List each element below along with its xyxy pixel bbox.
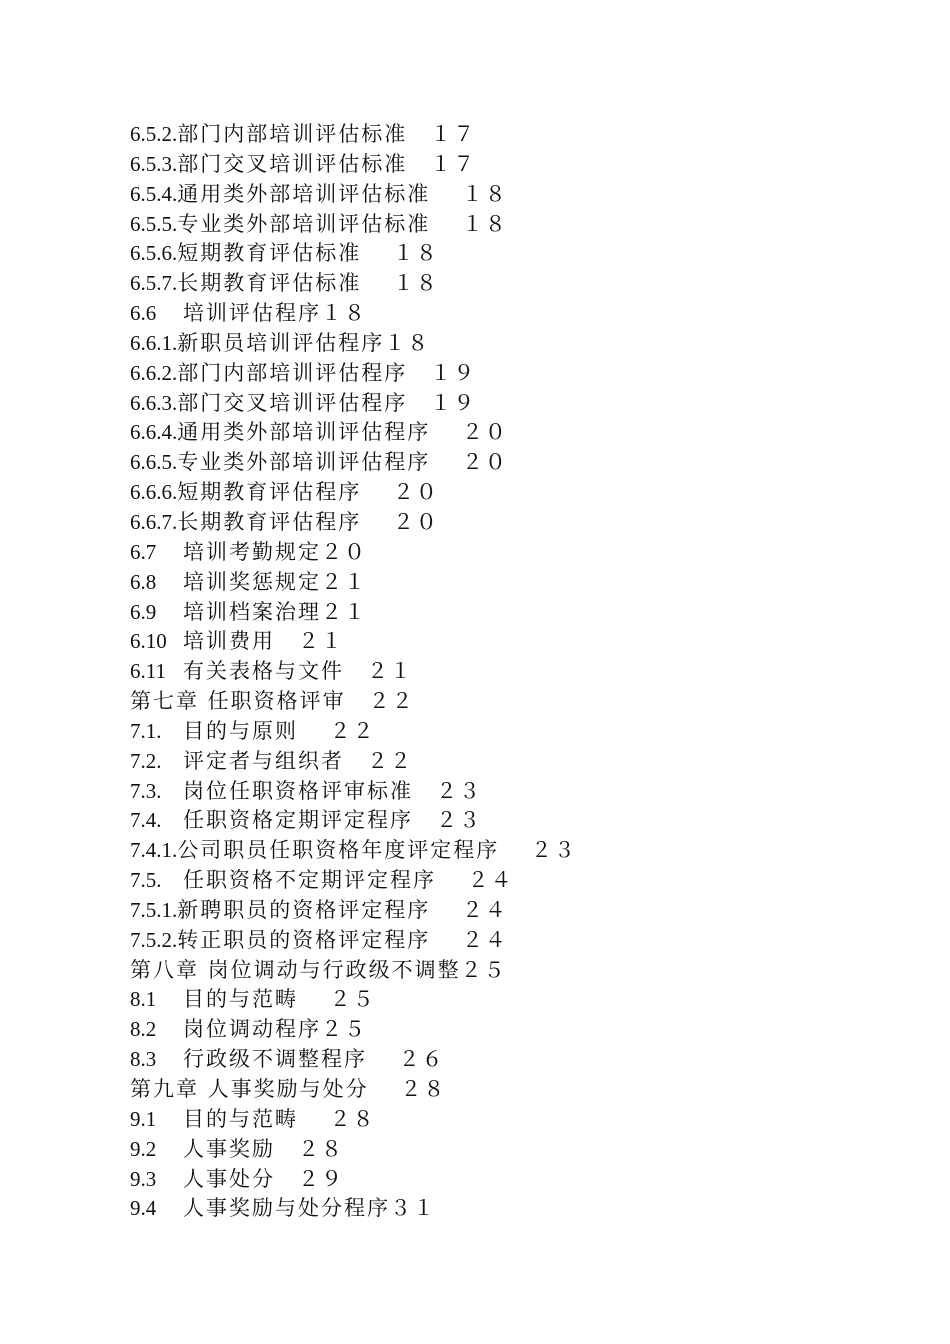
toc-entry-title: 培训评估程序１８: [183, 301, 367, 326]
toc-entry-title: 长期教育评估程序 ２０: [177, 509, 439, 534]
toc-entry-title: 专业类外部培训评估程序 ２０: [177, 450, 508, 475]
toc-entry: [130, 1105, 830, 1135]
toc-entry: [130, 329, 830, 359]
toc-entry-number: 9.1: [130, 1106, 157, 1131]
toc-entry: [130, 747, 830, 777]
toc-entry-title: 培训考勤规定２０: [183, 539, 367, 564]
toc-entry-number: 6.5.6.: [130, 241, 178, 266]
toc-entry: [130, 568, 830, 598]
toc-entry-number: 7.4.1.: [130, 838, 178, 863]
toc-entry-title: 有关表格与文件 ２１: [183, 659, 413, 684]
toc-entry-title: 专业类外部培训评估标准 １８: [177, 211, 508, 236]
toc-entry-number: 8.3: [130, 1047, 157, 1072]
toc-chapter-heading: [130, 687, 830, 717]
toc-entry-number: 7.3.: [130, 778, 162, 803]
toc-entry-number: 6.5.2.: [130, 122, 178, 146]
toc-chapter-heading: [130, 1075, 830, 1105]
toc-chapter-heading: [130, 956, 830, 986]
toc-entry: [130, 836, 830, 866]
toc-entry: [130, 717, 830, 747]
toc-entry-number: 6.6: [130, 301, 157, 326]
toc-entry-title: 新聘职员的资格评定程序 ２４: [177, 897, 508, 922]
toc-entry-number: 6.6.2.: [130, 360, 178, 385]
toc-entry-number: 9.3: [130, 1166, 157, 1191]
toc-entry: [130, 448, 830, 478]
toc-entry: [130, 985, 830, 1015]
toc-entry-title: 人事处分 ２９: [183, 1166, 344, 1191]
toc-entry: [130, 180, 830, 210]
toc-entry-number: 6.5.3.: [130, 151, 178, 176]
toc-entry: [130, 1045, 830, 1075]
toc-entry-title: 人事奖励 ２８: [183, 1136, 344, 1161]
toc-entry-number: 6.6.3.: [130, 390, 178, 415]
toc-entry-title: 岗位调动程序２５: [183, 1017, 367, 1042]
toc-entry-title: 短期教育评估程序 ２０: [177, 480, 439, 505]
toc-entry-number: 7.5.2.: [130, 927, 178, 952]
toc-entry-number: 7.1.: [130, 718, 162, 743]
toc-entry: [130, 299, 830, 329]
toc-entry-title: 人事奖励与处分程序３１: [183, 1196, 436, 1221]
toc-entry: [130, 896, 830, 926]
toc-entry-number: 6.5.7.: [130, 271, 178, 296]
toc-entry-number: 6.8: [130, 569, 157, 594]
toc-entry: [130, 598, 830, 628]
toc-entry: [130, 866, 830, 896]
toc-entry-number: 6.11: [130, 659, 166, 684]
toc-chapter-title: 第九章 人事奖励与处分 ２８: [130, 1077, 447, 1101]
toc-entry-title: 新职员培训评估程序１８: [177, 330, 431, 355]
toc-chapter-title: 第八章 岗位调动与行政级不调整２５: [130, 957, 507, 982]
toc-entry: [130, 389, 830, 419]
toc-entry-title: 任职资格定期评定程序 ２３: [183, 808, 482, 833]
toc-entry-title: 行政级不调整程序 ２６: [183, 1047, 445, 1072]
toc-entry-number: 8.1: [130, 987, 157, 1012]
toc-entry-title: 部门交叉培训评估程序 １９: [177, 390, 477, 415]
toc-entry-number: 6.6.5.: [130, 450, 178, 475]
toc-entry: [130, 120, 830, 150]
toc-entry-number: 7.4.: [130, 808, 162, 833]
toc-chapter-title: 第七章 任职资格评审 ２２: [130, 689, 415, 714]
toc-entry-title: 短期教育评估标准 １８: [177, 241, 439, 266]
toc-entry: [130, 1015, 830, 1045]
toc-entry: [130, 1135, 830, 1165]
toc-entry-number: 6.6.1.: [130, 330, 178, 355]
table-of-contents: [130, 120, 830, 1224]
toc-entry: [130, 538, 830, 568]
toc-entry: [130, 418, 830, 448]
toc-entry: [130, 926, 830, 956]
toc-entry-title: 目的与范畴 ２８: [183, 1106, 376, 1131]
toc-entry-title: 培训费用 ２１: [183, 629, 344, 654]
toc-entry: [130, 806, 830, 836]
toc-entry-title: 目的与范畴 ２５: [183, 987, 376, 1012]
toc-entry-number: 6.5.5.: [130, 211, 178, 236]
toc-entry-number: 6.7: [130, 539, 157, 564]
toc-entry-title: 目的与原则 ２２: [183, 718, 376, 743]
toc-entry: [130, 269, 830, 299]
toc-entry-title: 评定者与组织者 ２２: [183, 748, 413, 773]
toc-entry: [130, 777, 830, 807]
toc-entry-number: 7.5.: [130, 868, 162, 893]
toc-entry: [130, 1165, 830, 1195]
toc-entry-number: 6.9: [130, 599, 157, 624]
toc-entry-number: 7.2.: [130, 748, 162, 773]
toc-entry-number: 6.10: [130, 629, 167, 654]
toc-entry-number: 9.4: [130, 1196, 157, 1221]
toc-entry-title: 培训奖惩规定２１: [183, 569, 367, 594]
toc-entry-title: 培训档案治理２１: [183, 599, 367, 624]
toc-entry-number: 8.2: [130, 1017, 157, 1042]
toc-entry-title: 岗位任职资格评审标准 ２３: [183, 778, 482, 803]
toc-entry-title: 部门内部培训评估程序 １９: [177, 360, 477, 385]
toc-entry-number: 6.6.7.: [130, 509, 178, 534]
toc-entry-title: 转正职员的资格评定程序 ２４: [177, 927, 508, 952]
toc-entry: [130, 508, 830, 538]
toc-entry-title: 通用类外部培训评估标准 １８: [177, 181, 508, 206]
toc-entry-number: 6.6.4.: [130, 420, 178, 445]
toc-entry-number: 6.6.6.: [130, 480, 178, 505]
toc-entry: [130, 150, 830, 180]
toc-entry-number: 7.5.1.: [130, 897, 178, 922]
toc-entry: [130, 657, 830, 687]
toc-entry: [130, 210, 830, 240]
toc-entry: [130, 627, 830, 657]
toc-entry-number: 6.5.4.: [130, 181, 178, 206]
toc-entry-title: 公司职员任职资格年度评定程序 ２３: [177, 838, 577, 863]
toc-entry: [130, 359, 830, 389]
toc-entry-title: 通用类外部培训评估程序 ２０: [177, 420, 508, 445]
toc-entry-title: 长期教育评估标准 １８: [177, 271, 439, 296]
toc-entry-number: 9.2: [130, 1136, 157, 1161]
toc-entry-title: 任职资格不定期评定程序 ２４: [183, 868, 514, 893]
toc-entry: [130, 239, 830, 269]
toc-entry: [130, 478, 830, 508]
toc-entry-title: 部门内部培训评估标准 １７: [177, 122, 477, 146]
toc-entry: [130, 1194, 830, 1224]
toc-entry-title: 部门交叉培训评估标准 １７: [177, 151, 477, 176]
